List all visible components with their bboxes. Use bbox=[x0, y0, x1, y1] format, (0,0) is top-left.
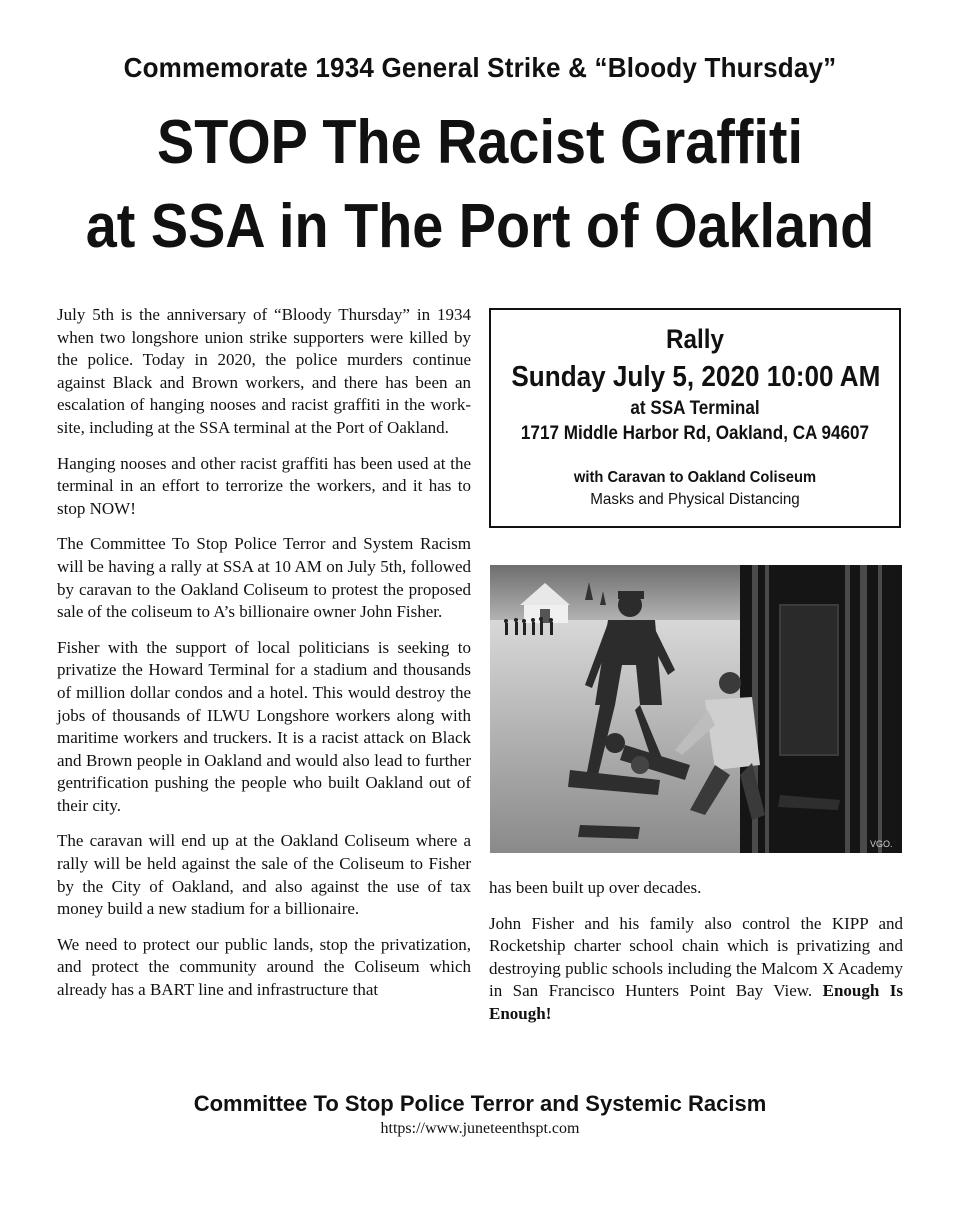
headline-line-2: at SSA in The Port of Oakland bbox=[85, 192, 875, 261]
artwork-signature: VGO. bbox=[870, 839, 893, 849]
rally-location: at SSA Terminal bbox=[630, 398, 760, 419]
paragraph-public-lands: We need to protect our public lands, stop the privatization, and protect the community around the Coliseum which already has a BART line and infrastructure that bbox=[57, 934, 471, 1000]
paragraph-howard-terminal: Fisher with the support of local politicians is seeking to privatize the Howard Terminal for a stadium and thousands of million dollar condos and a hotel. This would destroy the jobs of thousands of ILWU Longshore workers along with maritime workers and truckers. It is a racist attack on Black and Brown people in Oakland and would also lead to further gentrification pushing the people who built Oakland out of their city. bbox=[57, 637, 471, 815]
left-column bbox=[57, 304, 471, 1002]
rally-address: 1717 Middle Harbor Rd, Oakland, CA 94607 bbox=[520, 423, 870, 444]
right-column bbox=[489, 877, 903, 1039]
rally-note: Masks and Physical Distancing bbox=[590, 491, 800, 508]
paragraph-public-lands-continued: has been built up over decades. bbox=[489, 878, 702, 897]
paragraph-committee-rally: The Committee To Stop Police Terror and System Racism will be having a rally at SSA at 10 AM on July 5th, followed by caravan to the Oakland Coliseum to protest the proposed sale of the coliseum to A’s billionaire owner John Fisher. bbox=[57, 534, 471, 622]
rally-title: Rally bbox=[665, 324, 725, 354]
footer-url-link[interactable]: https://www.juneteenthspt.com bbox=[380, 1120, 580, 1137]
paragraph-nooses: Hanging nooses and other racist graffiti has been used at the terminal in an effort to terrorize the workers, and it has to stop NOW! bbox=[57, 453, 471, 518]
enough-is-enough: Enough Is Enough! bbox=[489, 981, 903, 1023]
paragraph-caravan: The caravan will end up at the Oakland Coliseum where a rally will be held against the sale of the Coliseum to Fisher by the City of Oakland, and also against the use of tax money build a new stadium for a billionaire. bbox=[57, 831, 471, 919]
rally-datetime: Sunday July 5, 2020 10:00 AM bbox=[511, 361, 881, 393]
paragraph-kipp-rocketship bbox=[489, 913, 903, 1026]
rally-info-box bbox=[489, 308, 901, 528]
rally-caravan: with Caravan to Oakland Coliseum bbox=[573, 469, 817, 486]
kipp-text: John Fisher and his family also control the KIPP and Rocketship charter school chain which is privatizing and destroying public schools including the Malcom X Academy in San Francisco Hunters Point Bay View. bbox=[489, 913, 903, 1001]
kicker-heading: Commemorate 1934 General Strike & “Bloody Thursday” bbox=[123, 52, 837, 83]
paragraph-bloody-thursday: July 5th is the anniversary of “Bloody Thursday” in 1934 when two longshore union strike supporters were killed by the police. Today in 2020, the police murders continue against Black and Brown workers, and there has been an escalation of hanging nooses and racist graffiti in the work-site, including at the SSA terminal at the Port of Oakland. bbox=[57, 305, 471, 437]
bloody-thursday-artwork bbox=[490, 565, 902, 853]
headline-line-1: STOP The Racist Graffiti bbox=[156, 108, 804, 177]
footer-organization: Committee To Stop Police Terror and Systemic Racism bbox=[193, 1091, 767, 1116]
